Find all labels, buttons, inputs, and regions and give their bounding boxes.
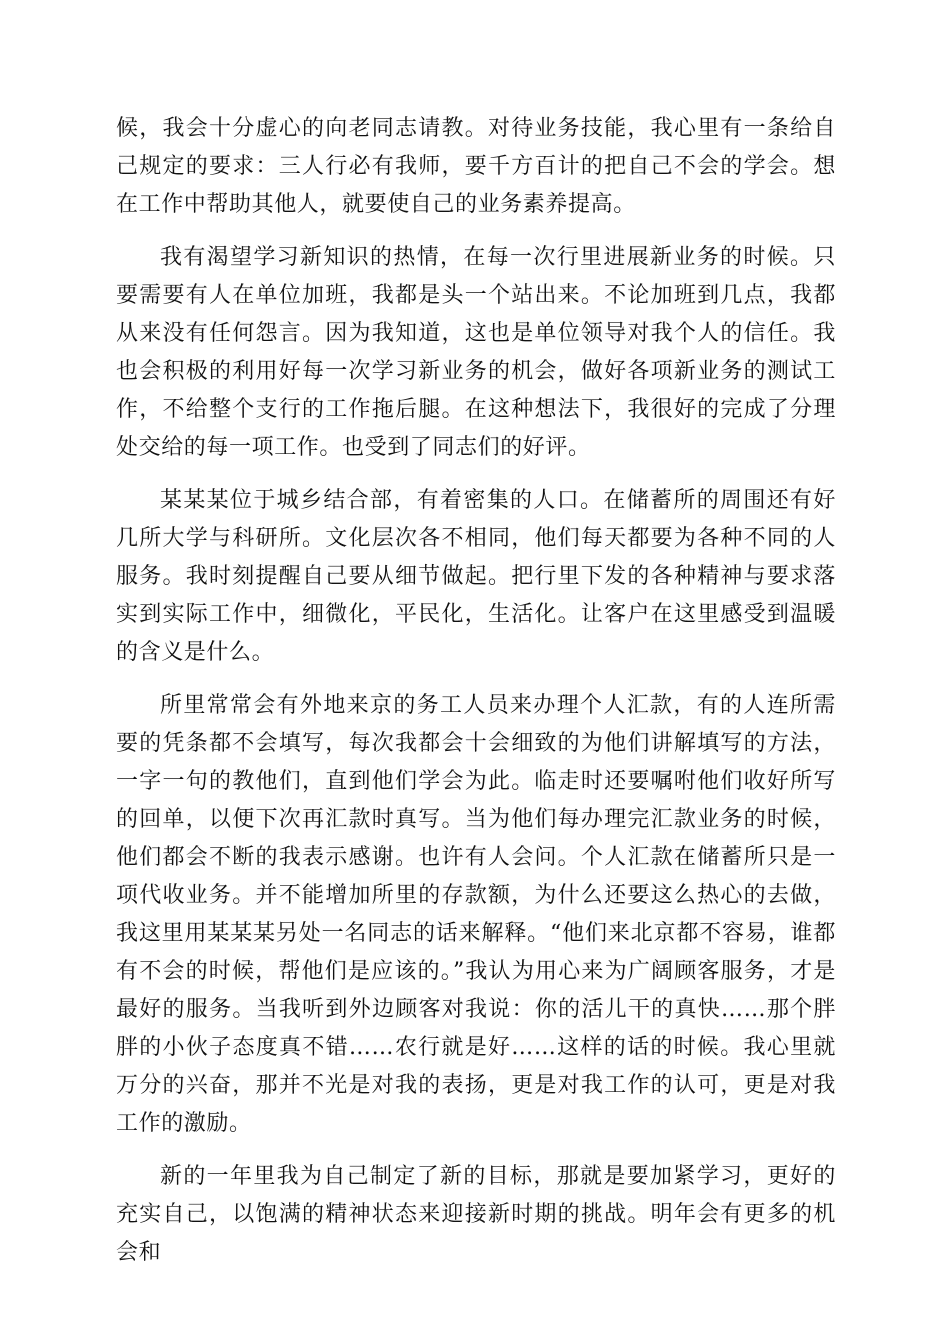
- paragraph-study-enthusiasm: 我有渴望学习新知识的热情，在每一次行里进展新业务的时候。只要需要有人在单位加班，我都是头一个站出来。不论加班到几点，我都从来没有任何怨言。因为我知道，这也是单位领导对我个人的信任。我也会积极的利用好每一次学习新业务的机会，做好各项新业务的测试工作，不给整个支行的工作拖后腿。在这种想法下，我很好的完成了分理处交给的每一项工作。也受到了同志们的好评。: [116, 245, 836, 460]
- paragraph-continuation: 候，我会十分虚心的向老同志请教。对待业务技能，我心里有一条给自己规定的要求：三人行必有我师，要千方百计的把自己不会的学会。想在工作中帮助其他人，就要使自己的业务素养提高。: [116, 116, 836, 217]
- document-page: [116, 110, 836, 1287]
- paragraph-new-year-goals: 新的一年里我为自己制定了新的目标，那就是要加紧学习，更好的充实自己，以饱满的精神状态来迎接新时期的挑战。明年会有更多的机会和: [116, 1164, 836, 1265]
- paragraph-remittance-service: 所里常常会有外地来京的务工人员来办理个人汇款，有的人连所需要的凭条都不会填写，每次我都会十会细致的为他们讲解填写的方法，一字一句的教他们，直到他们学会为此。临走时还要嘱咐他们收好所写的回单，以便下次再汇款时真写。当为他们每办理完汇款业务的时候，他们都会不断的我表示感谢。也许有人会问。个人汇款在储蓄所只是一项代收业务。并不能增加所里的存款额，为什么还要这么热心的去做，我这里用某某某另处一名同志的话来解释。“他们来北京都不容易，谁都有不会的时候，帮他们是应该的。”我认为用心来为广阔顾客服务，才是最好的服务。当我听到外边顾客对我说：你的活儿干的真快……那个胖胖的小伙子态度真不错……农行就是好……这样的话的时候。我心里就万分的兴奋，那并不光是对我的表扬，更是对我工作的认可，更是对我工作的激励。: [116, 693, 836, 1136]
- paragraph-branch-location: 某某某位于城乡结合部，有着密集的人口。在储蓄所的周围还有好几所大学与科研所。文化层次各不相同，他们每天都要为各种不同的人服务。我时刻提醒自己要从细节做起。把行里下发的各种精神与要求落实到实际工作中，细微化，平民化，生活化。让客户在这里感受到温暖的含义是什么。: [116, 488, 836, 665]
